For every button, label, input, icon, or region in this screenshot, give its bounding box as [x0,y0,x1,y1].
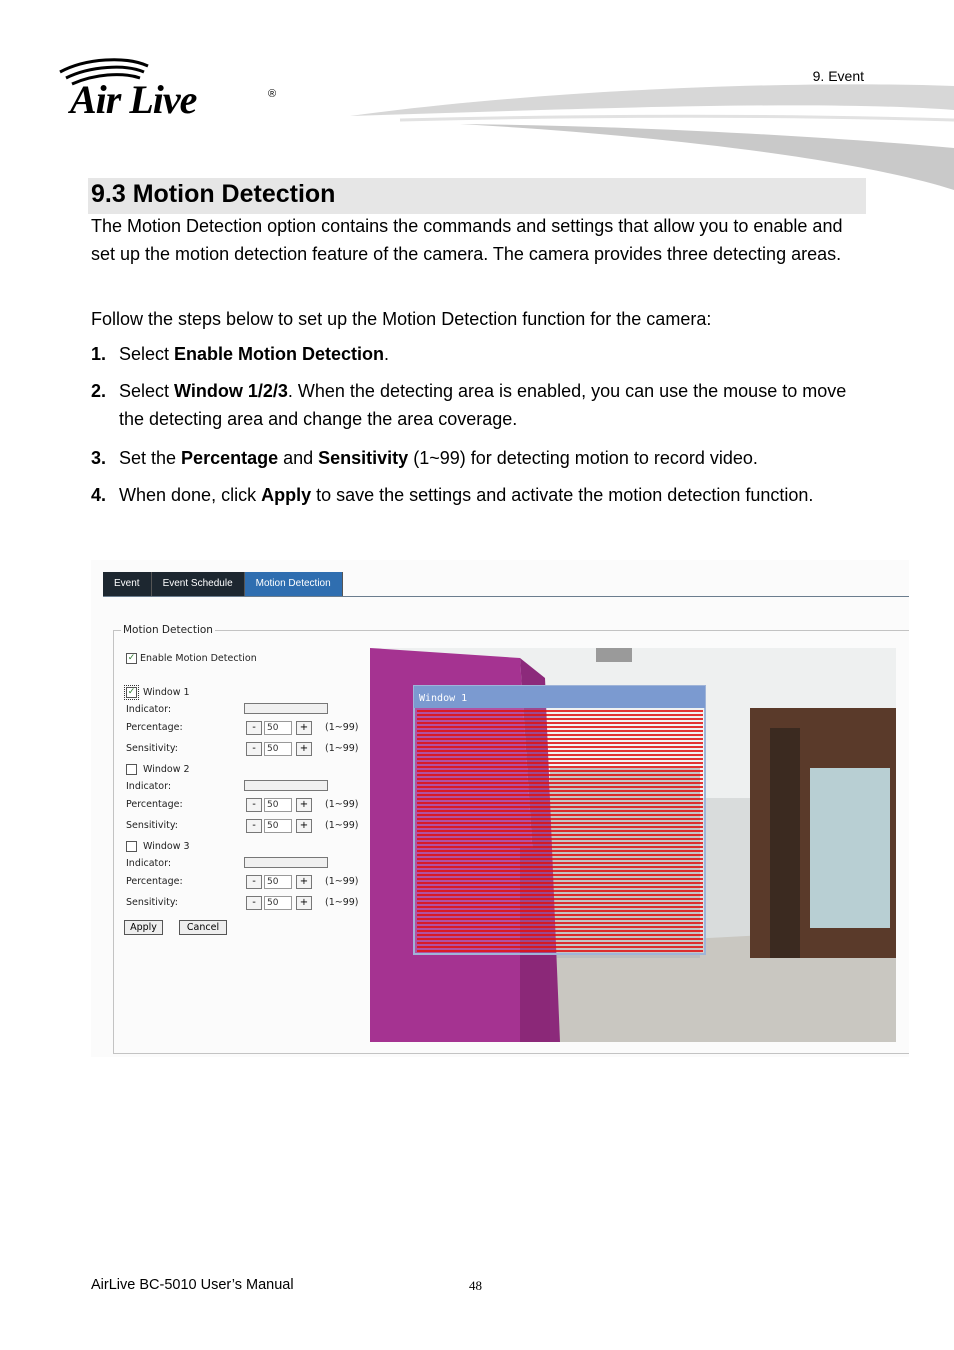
indicator-label: Indicator: [126,704,172,715]
overlay-stripe [417,710,703,712]
percentage-input[interactable]: 50 [264,798,292,812]
overlay-stripe [417,938,703,940]
step-text-run: Select [119,344,175,364]
step-text [119,482,869,510]
step-text [119,445,869,473]
overlay-stripe [417,838,703,840]
overlay-stripe [417,882,703,884]
indicator-bar [244,780,328,791]
window-1-checkbox[interactable]: ✓ [127,687,136,697]
percentage-increment-button[interactable]: + [296,721,312,735]
follow-paragraph: Follow the steps below to set up the Motion Detection function for the camera: [91,309,712,329]
logo-text: Air Live [70,77,197,122]
percentage-increment-button[interactable]: + [296,798,312,812]
cancel-button[interactable]: Cancel [179,920,227,935]
section-title: 9.3 Motion Detection [91,180,336,208]
apply-button[interactable]: Apply [124,920,163,935]
overlay-stripe [417,786,703,788]
sensitivity-decrement-button[interactable]: - [246,742,262,756]
step-number: 3. [91,448,107,468]
overlay-stripe [417,950,703,952]
sensitivity-increment-button[interactable]: + [296,896,312,910]
overlay-stripe [417,914,703,916]
overlay-stripe [417,874,703,876]
enable-motion-checkbox[interactable]: ✓ [127,653,136,663]
percentage-input[interactable]: 50 [264,721,292,735]
step-text-run: . When the detecting area is enabled, you can use the mouse to move the detecting area and change the area coverage. [119,381,847,429]
overlay-title: Window 1 [419,693,468,704]
step-text-run: (1~99) for detecting motion to record video. [408,448,758,468]
fieldset-legend: Motion Detection [123,624,213,636]
overlay-stripe [417,834,703,836]
step-text-run: When done, click [119,485,262,505]
overlay-stripe [417,846,703,848]
indicator-label: Indicator: [126,781,172,792]
overlay-stripe [417,818,703,820]
footer-manual-title: AirLive BC-5010 User’s Manual [91,1277,294,1293]
sensitivity-decrement-button[interactable]: - [246,819,262,833]
indicator-bar [244,703,328,714]
percentage-increment-button[interactable]: + [296,875,312,889]
overlay-stripe [417,790,703,792]
percentage-label: Percentage: [126,799,183,810]
overlay-stripe [417,778,703,780]
tab-bar [103,572,343,596]
range-hint: (1~99) [325,820,359,831]
step-number: 1. [91,344,107,364]
overlay-stripe [417,942,703,944]
overlay-stripe [417,854,703,856]
step-text [119,341,869,369]
overlay-stripe [417,814,703,816]
window-3-checkbox[interactable] [126,841,137,852]
overlay-stripe [417,754,703,756]
overlay-stripe [417,762,703,764]
range-hint: (1~99) [325,722,359,733]
overlay-stripe [417,810,703,812]
step-text-run: Set the [119,448,182,468]
tab-event-schedule[interactable]: Event Schedule [152,572,245,596]
percentage-label: Percentage: [126,722,183,733]
overlay-stripe [417,782,703,784]
step-text-run: Select [119,381,175,401]
overlay-stripe [417,922,703,924]
camera-preview [370,648,896,1042]
overlay-stripe [417,742,703,744]
overlay-stripe [417,926,703,928]
tab-event[interactable]: Event [103,572,152,596]
step-text-run: and [278,448,319,468]
overlay-stripe [417,798,703,800]
overlay-stripe [417,746,703,748]
percentage-decrement-button[interactable]: - [246,721,262,735]
window-3-label: Window 3 [143,841,190,852]
step-emphasis: Apply [261,485,312,505]
overlay-stripe [417,890,703,892]
overlay-stripe [417,774,703,776]
overlay-stripe [417,930,703,932]
sensitivity-input[interactable]: 50 [264,896,292,910]
step-number: 2. [91,381,107,401]
tab-motion-detection[interactable]: Motion Detection [245,572,343,596]
detection-window-overlay[interactable] [414,686,705,954]
overlay-stripe [417,766,703,768]
overlay-stripe [417,806,703,808]
range-hint: (1~99) [325,876,359,887]
overlay-stripe [417,750,703,752]
intro-paragraph: The Motion Detection option contains the commands and settings that allow you to enable and set up the motion detection feature of the camera. The camera provides three detecting areas. [91,216,843,264]
overlay-stripe [417,934,703,936]
overlay-stripe [417,734,703,736]
overlay-stripe [417,894,703,896]
range-hint: (1~99) [325,897,359,908]
step-text [119,378,869,433]
sensitivity-input[interactable]: 50 [264,819,292,833]
overlay-stripe [417,826,703,828]
overlay-stripe [417,802,703,804]
step-text-run: to save the settings and activate the motion detection function. [311,485,814,505]
step-number: 4. [91,485,107,505]
overlay-stripe [417,878,703,880]
step-emphasis: Enable Motion Detection [174,344,385,364]
overlay-stripe [417,870,703,872]
overlay-stripe [417,910,703,912]
percentage-input[interactable]: 50 [264,875,292,889]
page-number: 48 [469,1278,482,1293]
overlay-stripe [417,722,703,724]
sensitivity-increment-button[interactable]: + [296,742,312,756]
overlay-stripe [417,758,703,760]
sensitivity-label: Sensitivity: [126,897,178,908]
percentage-label: Percentage: [126,876,183,887]
overlay-stripe [417,794,703,796]
overlay-stripe [417,726,703,728]
overlay-stripe [417,918,703,920]
step-emphasis: Window 1/2/3 [174,381,288,401]
overlay-stripe [417,730,703,732]
window-2-label: Window 2 [143,764,190,775]
overlay-stripe [417,906,703,908]
overlay-stripe [417,886,703,888]
overlay-stripe [417,946,703,948]
sensitivity-label: Sensitivity: [126,820,178,831]
ui-screenshot [91,560,909,1057]
indicator-bar [244,857,328,868]
step-emphasis: Sensitivity [318,448,409,468]
overlay-stripe [417,858,703,860]
overlay-stripe [417,714,703,716]
window-1-label: Window 1 [143,687,190,698]
sensitivity-decrement-button[interactable]: - [246,896,262,910]
sensitivity-input[interactable]: 50 [264,742,292,756]
overlay-stripe [417,902,703,904]
overlay-stripe [417,862,703,864]
overlay-stripe [417,738,703,740]
chapter-label: 9. Event [812,68,864,84]
enable-motion-label: Enable Motion Detection [140,653,257,664]
sensitivity-label: Sensitivity: [126,743,178,754]
overlay-stripe [417,770,703,772]
overlay-stripe [417,898,703,900]
sensitivity-increment-button[interactable]: + [296,819,312,833]
overlay-stripe [417,850,703,852]
percentage-decrement-button[interactable]: - [246,875,262,889]
overlay-stripe [417,830,703,832]
percentage-decrement-button[interactable]: - [246,798,262,812]
range-hint: (1~99) [325,743,359,754]
overlay-stripe [417,822,703,824]
logo-registered-mark: ® [268,88,277,100]
overlay-stripe [417,718,703,720]
indicator-label: Indicator: [126,858,172,869]
range-hint: (1~99) [325,799,359,810]
step-emphasis: Percentage [181,448,279,468]
overlay-stripe [417,842,703,844]
tab-underline [103,596,909,597]
window-2-checkbox[interactable] [126,764,137,775]
overlay-stripe [417,866,703,868]
step-text-run: . [384,344,390,364]
